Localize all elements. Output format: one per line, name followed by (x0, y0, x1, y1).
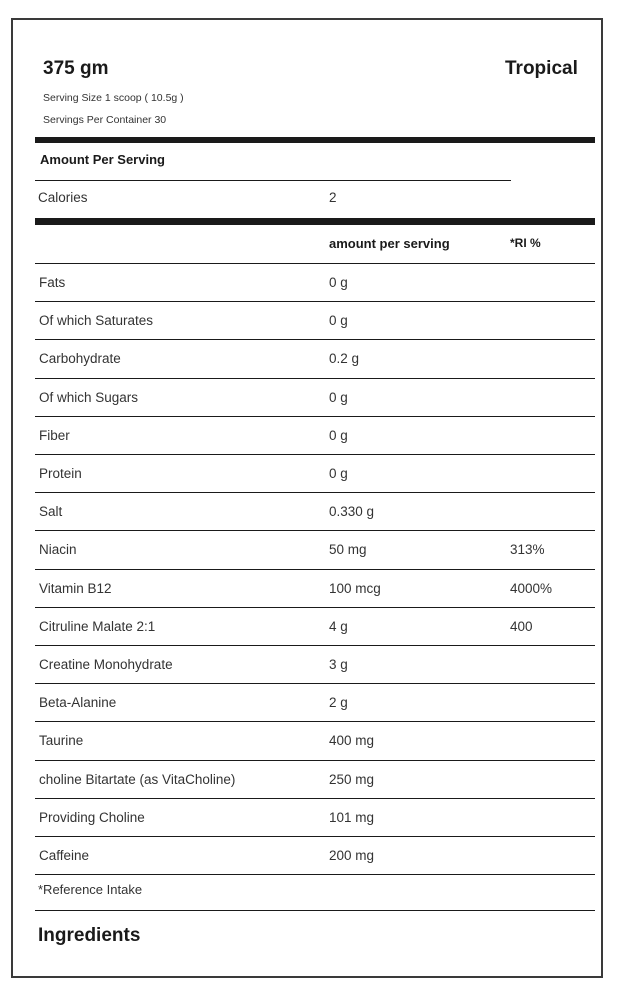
nutrient-amount: 0.2 g (329, 351, 360, 367)
nutrient-amount: 100 mcg (329, 580, 381, 596)
nutrient-name: Caffeine (39, 848, 90, 863)
nutrient-name: Of which Sugars (39, 389, 139, 405)
amount-per-serving-title: Amount Per Serving (40, 152, 165, 167)
nutrient-amount: 0 g (329, 389, 348, 405)
table-row (35, 722, 595, 760)
nutrient-name: Providing Choline (39, 809, 145, 825)
nutrient-name: Citruline Malate 2:1 (39, 618, 156, 634)
product-flavor: Tropical (505, 58, 578, 79)
table-row (35, 417, 595, 455)
nutrient-name: Vitamin B12 (39, 580, 112, 596)
divider (35, 180, 511, 181)
table-row (35, 799, 595, 837)
table-row (35, 493, 595, 531)
nutrient-amount: 3 g (329, 657, 348, 672)
table-row (35, 302, 595, 340)
nutrient-name: choline Bitartate (as VitaCholine) (39, 771, 236, 787)
nutrient-name: Fats (39, 275, 66, 290)
nutrient-name: Taurine (39, 733, 84, 749)
nutrient-ri: 4000% (510, 580, 553, 596)
nutrient-amount: 50 mg (329, 542, 367, 558)
nutrition-label (11, 18, 603, 978)
nutrient-amount: 0 g (329, 427, 348, 443)
table-row (35, 684, 595, 722)
table-row (35, 264, 595, 302)
nutrient-name: Of which Saturates (39, 313, 154, 329)
nutrient-amount: 0.330 g (329, 504, 375, 520)
serving-size: Serving Size 1 scoop ( 10.5g ) (43, 92, 184, 104)
table-row (35, 837, 595, 875)
table-row (35, 340, 595, 378)
product-weight: 375 gm (43, 58, 109, 79)
servings-per-container: Servings Per Container 30 (43, 114, 167, 126)
nutrient-amount: 0 g (329, 466, 348, 481)
nutrient-amount: 200 mg (329, 848, 375, 863)
nutrient-amount: 101 mg (329, 809, 375, 825)
table-row (35, 455, 595, 493)
divider-thick (35, 218, 595, 225)
nutrient-amount: 250 mg (329, 771, 375, 787)
nutrient-ri: 400 (510, 618, 533, 634)
nutrient-name: Carbohydrate (39, 351, 121, 367)
table-row (35, 608, 595, 646)
column-header-ri: *RI % (510, 236, 541, 250)
nutrient-name: Salt (39, 504, 63, 520)
calories-label: Calories (38, 190, 88, 205)
calories-value: 2 (329, 190, 337, 205)
footnote: *Reference Intake (38, 882, 143, 897)
column-header-amount: amount per serving (329, 236, 450, 251)
nutrient-amount: 2 g (329, 695, 348, 711)
divider-thick (35, 137, 595, 143)
ingredients-title: Ingredients (38, 925, 141, 946)
nutrient-name: Creatine Monohydrate (39, 657, 173, 672)
divider (35, 910, 595, 911)
nutrient-name: Fiber (39, 427, 70, 443)
nutrient-name: Niacin (39, 542, 77, 558)
table-row (35, 531, 595, 569)
table-row (35, 570, 595, 608)
table-row (35, 646, 595, 684)
nutrient-amount: 400 mg (329, 733, 375, 749)
nutrient-amount: 4 g (329, 618, 348, 634)
nutrient-amount: 0 g (329, 313, 348, 329)
nutrient-amount: 0 g (329, 275, 348, 290)
table-row (35, 379, 595, 417)
nutrient-name: Beta-Alanine (39, 695, 117, 711)
nutrient-name: Protein (39, 466, 82, 481)
nutrient-ri: 313% (510, 542, 545, 558)
table-row (35, 761, 595, 799)
